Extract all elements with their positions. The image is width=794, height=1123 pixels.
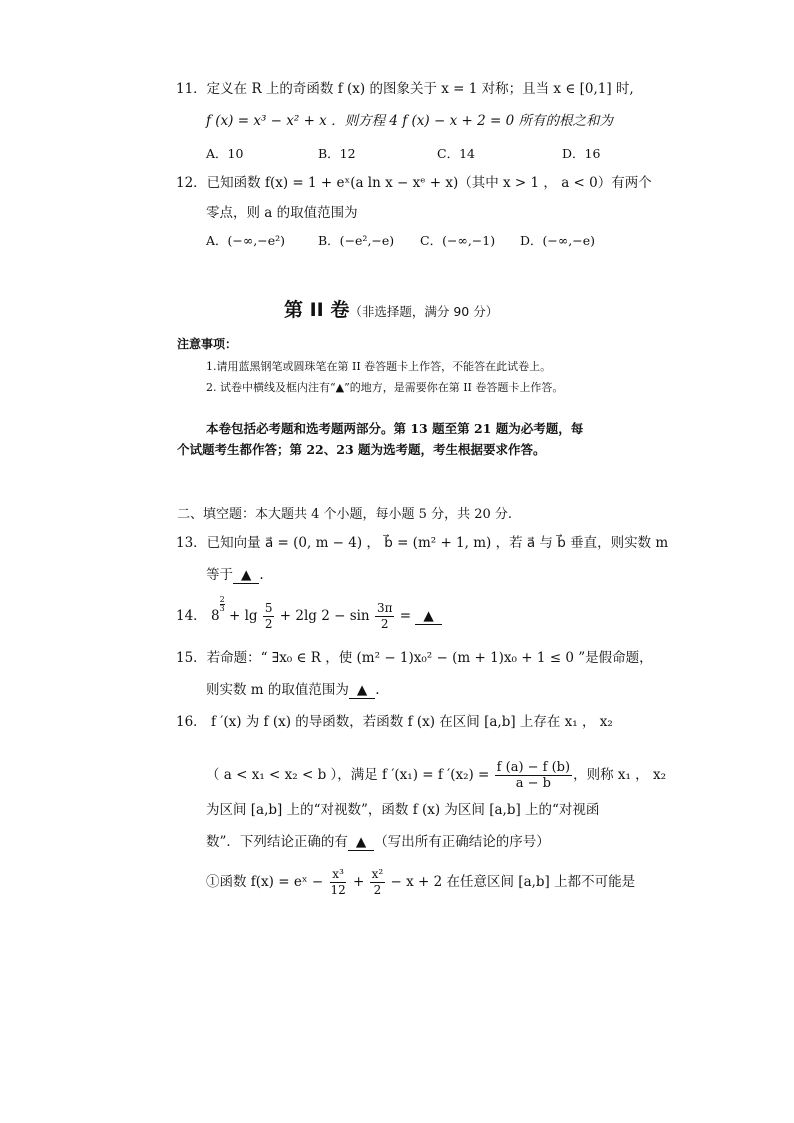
q16-line5-suffix: − x + 2 在任意区间 [a,b] 上都不可能是 xyxy=(390,874,636,890)
fill-in-heading: 二、填空题：本大题共 4 个小题，每小题 5 分，共 20 分. xyxy=(177,507,513,522)
q11-option-d: D．16 xyxy=(562,146,601,161)
q16-line2-suffix: ，则称 x₁ ， x₂ xyxy=(573,767,667,783)
q16-f2-den: 2 xyxy=(373,883,382,897)
q16-line4-suffix: （写出所有正确结论的序号） xyxy=(374,834,550,850)
section-title xyxy=(284,295,498,322)
section-title-sub: （非选择题，满分 90 分） xyxy=(349,304,499,319)
q14-exponent xyxy=(220,596,225,613)
q15-line1: 15．若命题：“ ∃x₀ ∈ R ，使 (m² − 1)x₀² − (m + 1)x₀ + 1 ≤ 0 ”是假命题， xyxy=(176,650,653,666)
q11-option-c: C．14 xyxy=(437,146,475,161)
q14-equals: = xyxy=(399,608,412,624)
q13-answer-blank[interactable]: ▲ xyxy=(233,567,259,584)
q11-line1: 11．定义在 R 上的奇函数 f (x) 的图象关于 x = 1 对称；且当 x ∈ [0,1] 时, xyxy=(176,81,634,97)
q14-frac1-num: 5 xyxy=(264,601,273,615)
q16-f1-den: 12 xyxy=(330,883,346,897)
q16-f2-num: x² xyxy=(371,867,384,881)
q12-line2: 零点，则 a 的取值范围为 xyxy=(206,205,358,221)
q16-line2 xyxy=(206,755,666,795)
q14-line xyxy=(176,595,442,634)
q16-line5-prefix: ①函数 f(x) = eˣ − xyxy=(206,874,324,890)
q14-frac1-den: 2 xyxy=(264,617,273,631)
q11-line2: f (x) = x³ − x² + x ．则方程 4 f (x) − x + 2 = 0 所有的根之和为 xyxy=(206,113,613,129)
q16-answer-blank[interactable]: ▲ xyxy=(348,834,374,851)
notes-heading: 注意事项： xyxy=(177,337,238,351)
q16-f1-num: x³ xyxy=(332,867,344,881)
q16-line4-prefix: 数”．下列结论正确的有 xyxy=(206,834,348,850)
q14-term1: + lg xyxy=(228,608,258,624)
q11-option-b: B．12 xyxy=(318,146,356,161)
q16-fraction-2 xyxy=(370,867,386,898)
note-1: 1.请用蓝黑钢笔或圆珠笔在第 II 卷答题卡上作答，不能答在此试卷上。 xyxy=(206,360,552,373)
q13-prefix: 等于 xyxy=(206,567,233,583)
note-2: 2. 试卷中横线及框内注有“▲”的地方，是需要你在第 II 卷答题卡上作答。 xyxy=(206,381,564,394)
q15-prefix: 则实数 m 的取值范围为 xyxy=(206,682,349,698)
q13-suffix: . xyxy=(259,567,264,583)
q14-exp-num: 2 xyxy=(219,595,225,604)
q12-option-d: D．(−∞,−e) xyxy=(520,233,596,248)
q16-line2-prefix: （ a < x₁ < x₂ < b ），满足 f ′(x₁) = f ′(x₂) = xyxy=(206,767,490,783)
section-intro-line2: 个试题考生都作答；第 22、23 题为选考题，考生根据要求作答。 xyxy=(177,442,546,457)
q15-suffix: . xyxy=(375,682,380,698)
q12-line1: 12．已知函数 f(x) = 1 + eˣ(a ln x − xᵉ + x)（其中 x > 1 ， a < 0）有两个 xyxy=(176,175,652,191)
q16-line5-plus: + xyxy=(353,874,365,890)
q16-line3: 为区间 [a,b] 上的“对视数”，函数 f (x) 为区间 [a,b] 上的“对视函 xyxy=(206,802,600,818)
section-title-main: 第 II 卷 xyxy=(284,299,350,321)
q16-line4 xyxy=(206,832,550,852)
q13-line1: 13．已知向量 a⃗ = (0, m − 4) ， b⃗ = (m² + 1, m) ，若 a⃗ 与 b⃗ 垂直，则实数 m xyxy=(176,535,669,551)
q16-fraction-1 xyxy=(328,867,347,898)
q14-fraction-2 xyxy=(375,601,395,632)
q16-frac-num: f (a) − f (b) xyxy=(496,760,571,775)
q14-frac2-num: 3π xyxy=(376,601,393,615)
q14-base: 8 xyxy=(210,608,220,624)
q14-frac2-den: 2 xyxy=(380,617,389,631)
q14-fraction-1 xyxy=(263,601,275,632)
q14-answer-blank[interactable]: ▲ xyxy=(415,608,441,625)
q16-frac-den: a − b xyxy=(515,776,551,791)
q16-line5 xyxy=(206,862,635,902)
q12-option-c: C．(−∞,−1) xyxy=(420,233,496,248)
q14-term2: + 2lg 2 − sin xyxy=(279,608,370,624)
q12-option-a: A．(−∞,−e²) xyxy=(206,233,286,248)
section-intro-line1: 本卷包括必考题和选考题两部分。第 13 题至第 21 题为必考题，每 xyxy=(206,421,584,436)
q16-fraction xyxy=(495,760,572,791)
q13-line2 xyxy=(206,565,264,585)
q14-exp-den: 3 xyxy=(219,604,225,613)
q15-answer-blank[interactable]: ▲ xyxy=(349,682,375,699)
q15-line2 xyxy=(206,680,380,700)
q12-option-b: B．(−e²,−e) xyxy=(318,233,395,248)
q11-option-a: A．10 xyxy=(206,146,244,161)
q14-number: 14． xyxy=(176,608,207,624)
q16-line1: 16． f ′(x) 为 f (x) 的导函数，若函数 f (x) 在区间 [a,b] 上存在 x₁ ， x₂ xyxy=(176,714,613,730)
